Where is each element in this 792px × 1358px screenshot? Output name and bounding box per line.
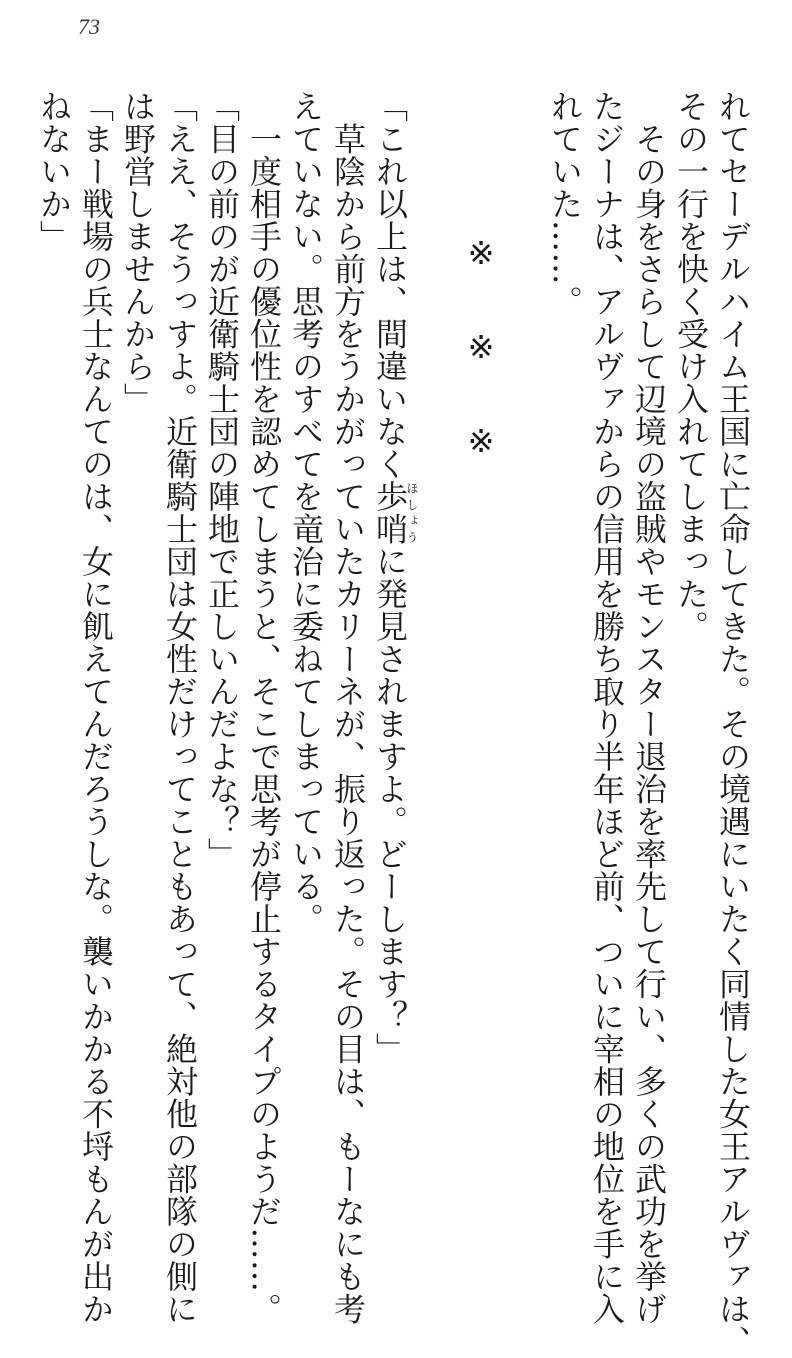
text-line: 草陰から前方をうかがっていたカリーネが、振り返った。その目は、もーなにも考 (329, 90, 367, 1325)
line-with-ruby: 「これ以上は、間違いなく歩哨ほしょうに発見されますよ。どーします？」 (371, 90, 419, 1065)
scene-break: ※※※ (462, 234, 500, 516)
text-line: は野営しませんから」 (119, 90, 157, 415)
blank-line (502, 90, 544, 1160)
blank-line (418, 90, 460, 1160)
text-line: その身をさらして辺境の盗賊やモンスター退治を率先して行い、多くの武功を挙げ (630, 90, 668, 1325)
ruby-reading: ほしょう (405, 480, 419, 545)
ruby-word: 歩哨ほしょう (371, 480, 419, 545)
text-line (369, 90, 418, 1160)
text-line: 「まー戦場の兵士なんてのは、女に飢えてんだろうしな。襲いかかる不埒もんが出か (77, 90, 115, 1325)
text-line: たジーナは、アルヴァからの信用を勝ち取り半年ほど前、ついに宰相の地位を手に入 (588, 90, 626, 1325)
page-number: 73 (78, 14, 100, 39)
text-line: 「目の前のが近衛騎士団の陣地で正しいんだよな？」 (203, 90, 241, 870)
text-line: えていない。思考のすべてを竜治に委ねてしまっている。 (287, 90, 325, 935)
text-line: れていた……。 (546, 90, 584, 318)
text-line: 一度相手の優位性を認めてしまうと、そこで思考が停止するタイプのようだ……。 (245, 90, 283, 1325)
text-line: その一行を快く受け入れてしまった。 (672, 90, 710, 643)
text-line: 「ええ、そうっすよ。近衛騎士団は女性だけってこともあって、絶対他の部隊の側に (161, 90, 199, 1325)
text-line: ねないか」 (35, 90, 73, 253)
text-line: れてセーデルハイム王国に亡命してきた。その境遇にいたく同情した女王アルヴァは、 (714, 90, 752, 1358)
body-text (33, 90, 754, 1358)
